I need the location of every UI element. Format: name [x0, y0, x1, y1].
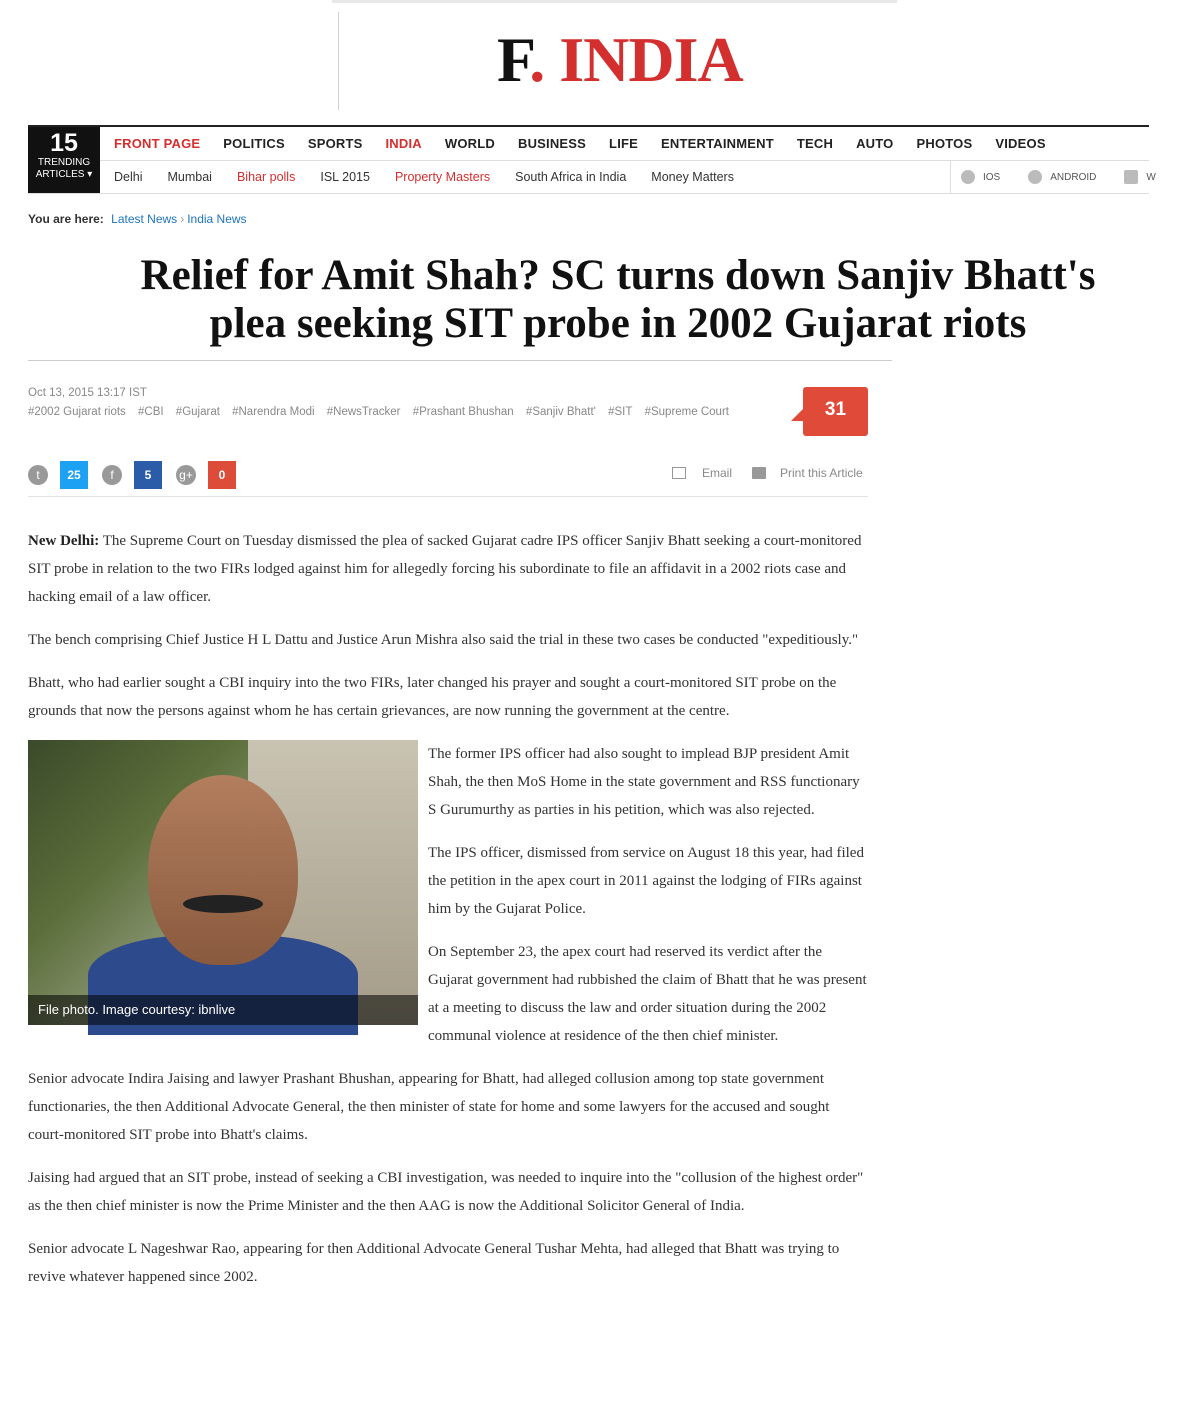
- page-title: Relief for Amit Shah? SC turns down Sanjiv Bhatt's plea seeking SIT probe in 2002 Gujarat riots: [140, 252, 1096, 347]
- nav-business[interactable]: BUSINESS: [517, 136, 587, 151]
- dateline: New Delhi:: [28, 533, 100, 549]
- nav-india[interactable]: INDIA: [385, 136, 422, 151]
- nav-bottom-divider: [28, 193, 1149, 194]
- article-paragraph: On September 23, the apex court had reserved its verdict after the Gujarat government had rubbished the claim of Bhatt that he was present at a meeting to discuss the law and order situation during the 2002 communal violence at residence of the then chief minister.: [428, 944, 867, 1044]
- facebook-icon[interactable]: f: [102, 465, 122, 485]
- trending-label-line2: ARTICLES: [35, 169, 85, 180]
- article-image: [28, 740, 418, 1025]
- top-border: [332, 0, 897, 3]
- windows-icon: [1124, 170, 1138, 184]
- trending-count: 15: [50, 129, 78, 157]
- headline-divider: [28, 360, 892, 361]
- subnav-property-masters[interactable]: Property Masters: [394, 170, 491, 184]
- site-logo[interactable]: [497, 24, 743, 95]
- trending-label: [28, 157, 100, 181]
- breadcrumb-label: You are here:: [28, 212, 104, 226]
- tag-link[interactable]: #Gujarat: [175, 406, 220, 418]
- trending-label-line2-row: [28, 169, 100, 181]
- tag-link[interactable]: #SIT: [608, 406, 633, 418]
- trending-label-line1: TRENDING: [37, 157, 91, 168]
- article-paragraph: Jaising had argued that an SIT probe, instead of seeking a CBI investigation, was needed to inquire into the "collusion of the highest order" as the then chief minister is now the Prime Minister and the then AAG is now the Additional Solicitor General of India.: [28, 1170, 864, 1214]
- article-actions: [672, 466, 863, 480]
- app-ios-label: IOS: [983, 171, 1001, 183]
- twitter-icon[interactable]: t: [28, 465, 48, 485]
- logo-dot: .: [529, 24, 545, 95]
- logo-divider: [338, 12, 339, 110]
- image-caption: File photo. Image courtesy: ibnlive: [28, 995, 418, 1025]
- twitter-share-count[interactable]: 25: [60, 461, 88, 489]
- comment-count-badge[interactable]: 31: [803, 387, 868, 436]
- breadcrumb-latest-news[interactable]: Latest News: [111, 212, 178, 226]
- share-bar: [28, 460, 250, 490]
- email-icon[interactable]: [672, 467, 686, 479]
- caret-down-icon: ▾: [87, 169, 93, 180]
- subnav-mumbai[interactable]: Mumbai: [167, 170, 212, 184]
- app-windows-link[interactable]: [1124, 170, 1155, 184]
- paragraph-text: The Supreme Court on Tuesday dismissed the plea of sacked Gujarat cadre IPS officer Sanjiv Bhatt seeking a court-monitored SIT probe in relation to the two FIRs lodged against him for allegedly forcing his subordinate to file an affidavit in a 2002 riots case and hacking email of a law officer.: [28, 533, 862, 605]
- image-subject-moustache: [183, 895, 263, 913]
- publish-date: Oct 13, 2015 13:17 IST: [28, 387, 147, 399]
- apple-icon: [961, 170, 975, 184]
- email-button[interactable]: Email: [702, 466, 733, 480]
- tag-link[interactable]: #Narendra Modi: [232, 406, 315, 418]
- breadcrumb-separator: ›: [180, 212, 185, 226]
- nav-world[interactable]: WORLD: [444, 136, 495, 151]
- nav-front-page[interactable]: FRONT PAGE: [114, 136, 201, 151]
- trending-articles-button[interactable]: [28, 127, 100, 193]
- print-icon[interactable]: [752, 467, 766, 479]
- app-android-label: ANDROID: [1050, 171, 1097, 183]
- nav-life[interactable]: LIFE: [609, 136, 639, 151]
- tag-link[interactable]: #Supreme Court: [644, 406, 729, 418]
- tag-link[interactable]: #NewsTracker: [326, 406, 401, 418]
- tag-list: [28, 406, 738, 418]
- nav-videos[interactable]: VIDEOS: [995, 136, 1046, 151]
- subnav-money-matters[interactable]: Money Matters: [651, 170, 734, 184]
- logo-india: INDIA: [559, 24, 743, 95]
- app-links: [950, 161, 1184, 193]
- nav-tech[interactable]: TECH: [796, 136, 834, 151]
- subnav-delhi[interactable]: Delhi: [114, 170, 143, 184]
- subnav-bihar-polls[interactable]: Bihar polls: [236, 170, 296, 184]
- app-android-link[interactable]: [1028, 170, 1096, 184]
- nav-sports[interactable]: SPORTS: [307, 136, 363, 151]
- tag-link[interactable]: #2002 Gujarat riots: [28, 406, 126, 418]
- subnav-south-africa[interactable]: South Africa in India: [515, 170, 627, 184]
- logo-f: F: [497, 24, 530, 95]
- nav-photos[interactable]: PHOTOS: [916, 136, 973, 151]
- site-navigation: [28, 125, 1156, 195]
- article-paragraph: The former IPS officer had also sought to implead BJP president Amit Shah, the then MoS Home in the state government and RSS functionary S Gurumurthy as parties in his petition, which was also rejected.: [428, 746, 860, 818]
- nav-entertainment[interactable]: ENTERTAINMENT: [661, 136, 774, 151]
- print-button[interactable]: Print this Article: [780, 466, 863, 480]
- article-paragraph: The bench comprising Chief Justice H L Dattu and Justice Arun Mishra also said the trial in these two cases be conducted "expeditiously.": [28, 632, 859, 648]
- article-paragraph: Bhatt, who had earlier sought a CBI inquiry into the two FIRs, later changed his prayer and sought a court-monitored SIT probe on the grounds that now the persons against whom he has certain grievances, are now running the government at the centre.: [28, 675, 837, 719]
- article-paragraph: The IPS officer, dismissed from service on August 18 this year, had filed the petition in the apex court in 2011 against the lodging of FIRs against him by the Gujarat Police.: [428, 845, 864, 917]
- article-paragraph: Senior advocate Indira Jaising and lawyer Prashant Bhushan, appearing for Bhatt, had alleged collusion among top state government functionaries, the then Additional Advocate General, the then minister of state for home and some lawyers for the accused and sought court-monitored SIT probe into Bhatt's claims.: [28, 1071, 830, 1143]
- nav-politics[interactable]: POLITICS: [223, 136, 285, 151]
- article-paragraph: Senior advocate L Nageshwar Rao, appearing for then Additional Advocate General Tushar Mehta, had alleged that Bhatt was trying to revive whatever happened since 2002.: [28, 1241, 840, 1285]
- share-divider: [28, 496, 868, 497]
- main-nav: [114, 127, 1069, 160]
- breadcrumb: [28, 212, 247, 226]
- subnav-isl-2015[interactable]: ISL 2015: [320, 170, 370, 184]
- image-subject-head: [148, 775, 298, 965]
- article-body: [28, 527, 868, 1306]
- android-icon: [1028, 170, 1042, 184]
- breadcrumb-india-news[interactable]: India News: [187, 212, 247, 226]
- nav-auto[interactable]: AUTO: [856, 136, 894, 151]
- app-windows-label: W: [1146, 171, 1156, 183]
- facebook-share-count[interactable]: 5: [134, 461, 162, 489]
- sub-nav: [114, 161, 759, 193]
- tag-link[interactable]: #Sanjiv Bhatt': [525, 406, 596, 418]
- tag-link[interactable]: #Prashant Bhushan: [412, 406, 514, 418]
- google-plus-icon[interactable]: g+: [176, 465, 196, 485]
- google-plus-share-count[interactable]: 0: [208, 461, 236, 489]
- app-ios-link[interactable]: [961, 170, 1000, 184]
- article-paragraph: [28, 527, 868, 611]
- tag-link[interactable]: #CBI: [138, 406, 164, 418]
